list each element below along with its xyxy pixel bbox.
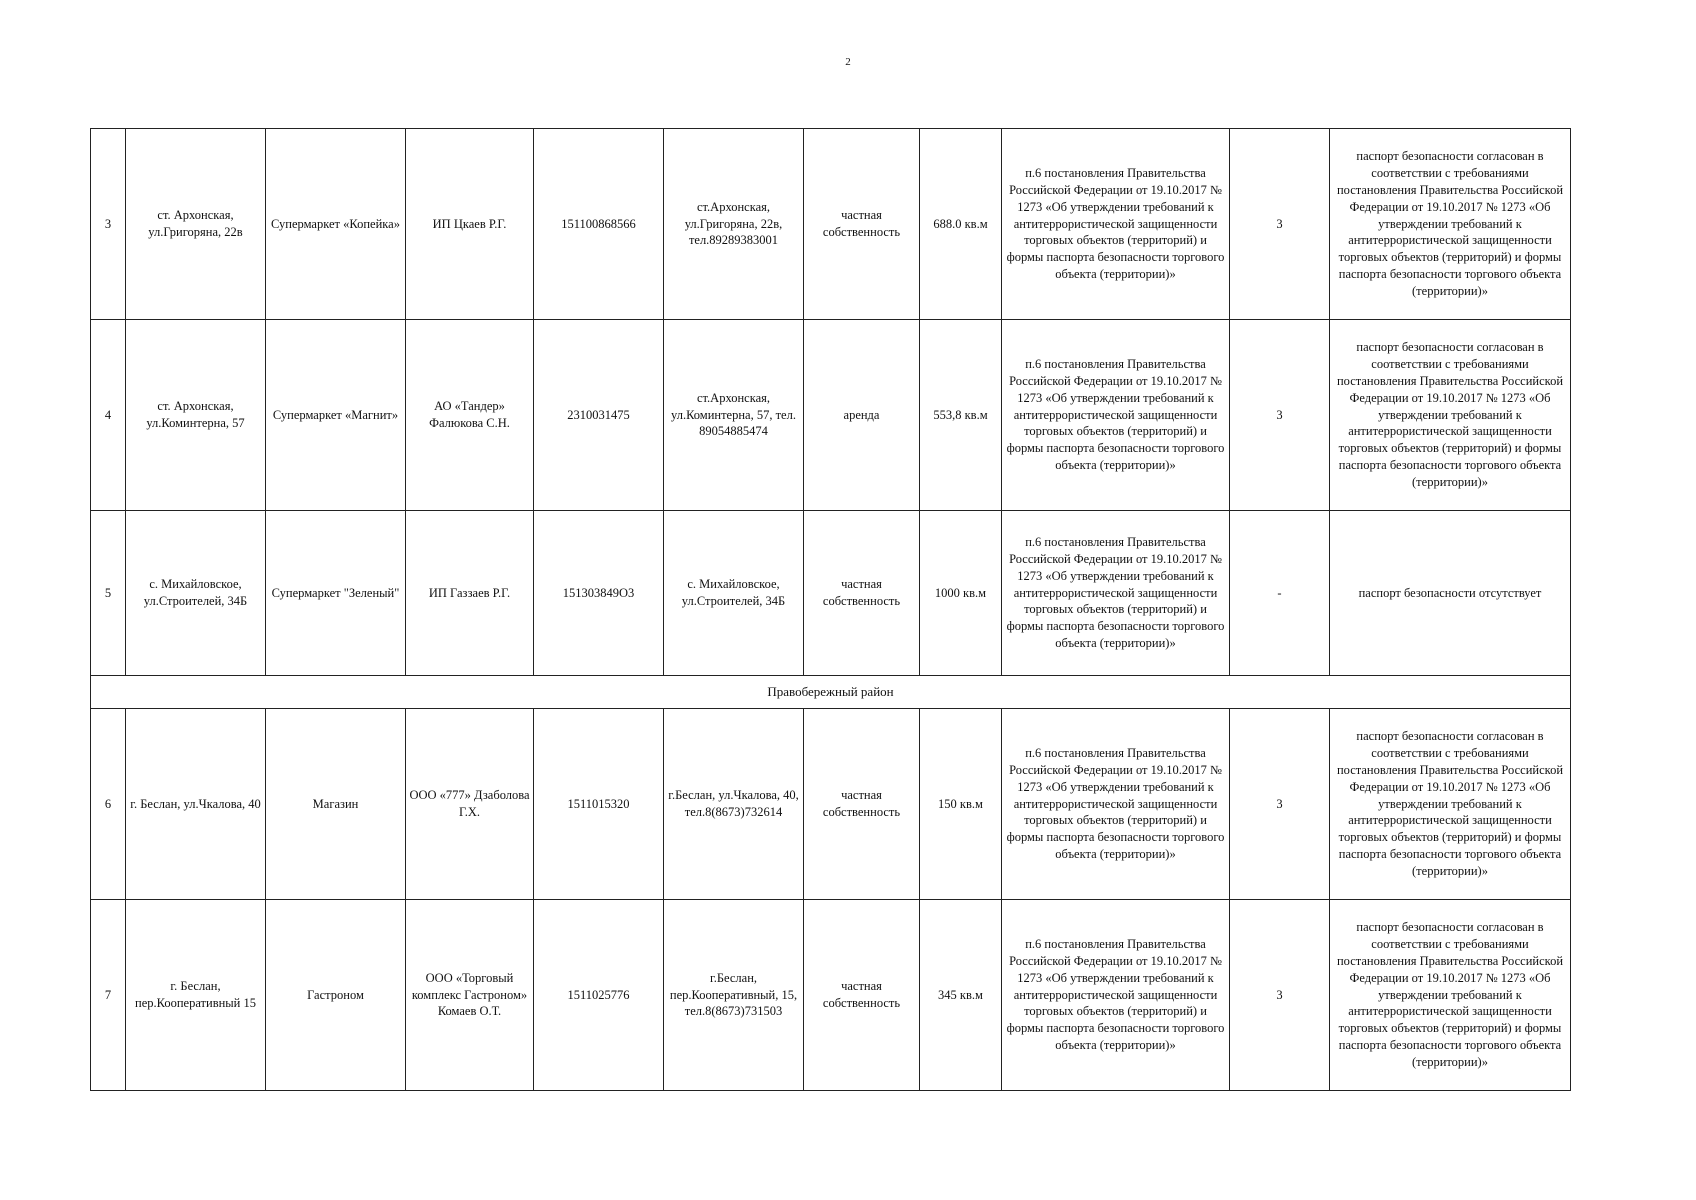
object-type: Гастроном — [266, 900, 406, 1091]
object-ownership: частная собственность — [804, 900, 920, 1091]
object-type: Магазин — [266, 709, 406, 900]
object-ownership: аренда — [804, 320, 920, 511]
table-row — [91, 129, 1571, 320]
object-category: 3 — [1230, 709, 1330, 900]
row-number: 7 — [91, 900, 126, 1091]
object-inn: 151303849О3 — [534, 511, 664, 676]
row-number: 4 — [91, 320, 126, 511]
table-row — [91, 709, 1571, 900]
object-contacts: г.Беслан, ул.Чкалова, 40, тел.8(8673)732614 — [664, 709, 804, 900]
object-address: с. Михайловское, ул.Строителей, 34Б — [126, 511, 266, 676]
object-owner: ООО «777» Дзаболова Г.Х. — [406, 709, 534, 900]
object-category: 3 — [1230, 320, 1330, 511]
object-passport: паспорт безопасности отсутствует — [1330, 511, 1571, 676]
object-address: г. Беслан, ул.Чкалова, 40 — [126, 709, 266, 900]
section-title: Правобережный район — [91, 676, 1571, 709]
object-passport: паспорт безопасности согласован в соответствии с требованиями постановления Правительства Российской Федерации от 19.10.2017 № 1273 «Об утверждении требований к антитеррористической защищенности торговых объектов (территорий) и формы паспорта безопасности торгового объекта (территории)» — [1330, 320, 1571, 511]
object-inn: 151100868566 — [534, 129, 664, 320]
object-category: 3 — [1230, 129, 1330, 320]
object-ownership: частная собственность — [804, 511, 920, 676]
object-category: - — [1230, 511, 1330, 676]
table-row — [91, 320, 1571, 511]
object-type: Супермаркет «Магнит» — [266, 320, 406, 511]
object-address: г. Беслан, пер.Кооперативный 15 — [126, 900, 266, 1091]
object-address: ст. Архонская, ул.Григоряна, 22в — [126, 129, 266, 320]
object-area: 150 кв.м — [920, 709, 1002, 900]
row-number: 3 — [91, 129, 126, 320]
object-ownership: частная собственность — [804, 709, 920, 900]
section-row — [91, 676, 1571, 709]
object-type: Супермаркет «Копейка» — [266, 129, 406, 320]
object-passport: паспорт безопасности согласован в соответствии с требованиями постановления Правительства Российской Федерации от 19.10.2017 № 1273 «Об утверждении требований к антитеррористической защищенности торговых объектов (территорий) и формы паспорта безопасности торгового объекта (территории)» — [1330, 900, 1571, 1091]
object-inn: 1511025776 — [534, 900, 664, 1091]
object-address: ст. Архонская, ул.Коминтерна, 57 — [126, 320, 266, 511]
object-basis: п.6 постановления Правительства Российской Федерации от 19.10.2017 № 1273 «Об утверждении требований к антитеррористической защищенности торговых объектов (территорий) и формы паспорта безопасности торгового объекта (территории)» — [1002, 709, 1230, 900]
objects-table — [90, 128, 1571, 1091]
object-basis: п.6 постановления Правительства Российской Федерации от 19.10.2017 № 1273 «Об утверждении требований к антитеррористической защищенности торговых объектов (территорий) и формы паспорта безопасности торгового объекта (территории)» — [1002, 511, 1230, 676]
object-owner: АО «Тандер» Фалюкова С.Н. — [406, 320, 534, 511]
row-number: 5 — [91, 511, 126, 676]
object-ownership: частная собственность — [804, 129, 920, 320]
object-owner: ООО «Торговый комплекс Гастроном» Комаев О.Т. — [406, 900, 534, 1091]
object-basis: п.6 постановления Правительства Российской Федерации от 19.10.2017 № 1273 «Об утверждении требований к антитеррористической защищенности торговых объектов (территорий) и формы паспорта безопасности торгового объекта (территории)» — [1002, 900, 1230, 1091]
object-contacts: г.Беслан, пер.Кооперативный, 15, тел.8(8673)731503 — [664, 900, 804, 1091]
object-inn: 1511015320 — [534, 709, 664, 900]
object-passport: паспорт безопасности согласован в соответствии с требованиями постановления Правительства Российской Федерации от 19.10.2017 № 1273 «Об утверждении требований к антитеррористической защищенности торговых объектов (территорий) и формы паспорта безопасности торгового объекта (территории)» — [1330, 129, 1571, 320]
object-area: 688.0 кв.м — [920, 129, 1002, 320]
object-inn: 2310031475 — [534, 320, 664, 511]
object-basis: п.6 постановления Правительства Российской Федерации от 19.10.2017 № 1273 «Об утверждении требований к антитеррористической защищенности торговых объектов (территорий) и формы паспорта безопасности торгового объекта (территории)» — [1002, 129, 1230, 320]
object-owner: ИП Цкаев Р.Г. — [406, 129, 534, 320]
table-row — [91, 900, 1571, 1091]
object-contacts: ст.Архонская, ул.Коминтерна, 57, тел. 89054885474 — [664, 320, 804, 511]
object-basis: п.6 постановления Правительства Российской Федерации от 19.10.2017 № 1273 «Об утверждении требований к антитеррористической защищенности торговых объектов (территорий) и формы паспорта безопасности торгового объекта (территории)» — [1002, 320, 1230, 511]
object-type: Супермаркет "Зеленый" — [266, 511, 406, 676]
object-area: 345 кв.м — [920, 900, 1002, 1091]
page-number: 2 — [845, 56, 851, 68]
object-category: 3 — [1230, 900, 1330, 1091]
object-contacts: с. Михайловское, ул.Строителей, 34Б — [664, 511, 804, 676]
table-row — [91, 511, 1571, 676]
object-passport: паспорт безопасности согласован в соответствии с требованиями постановления Правительства Российской Федерации от 19.10.2017 № 1273 «Об утверждении требований к антитеррористической защищенности торговых объектов (территорий) и формы паспорта безопасности торгового объекта (территории)» — [1330, 709, 1571, 900]
object-area: 553,8 кв.м — [920, 320, 1002, 511]
object-contacts: ст.Архонская, ул.Григоряна, 22в, тел.89289383001 — [664, 129, 804, 320]
object-area: 1000 кв.м — [920, 511, 1002, 676]
object-owner: ИП Газзаев Р.Г. — [406, 511, 534, 676]
row-number: 6 — [91, 709, 126, 900]
